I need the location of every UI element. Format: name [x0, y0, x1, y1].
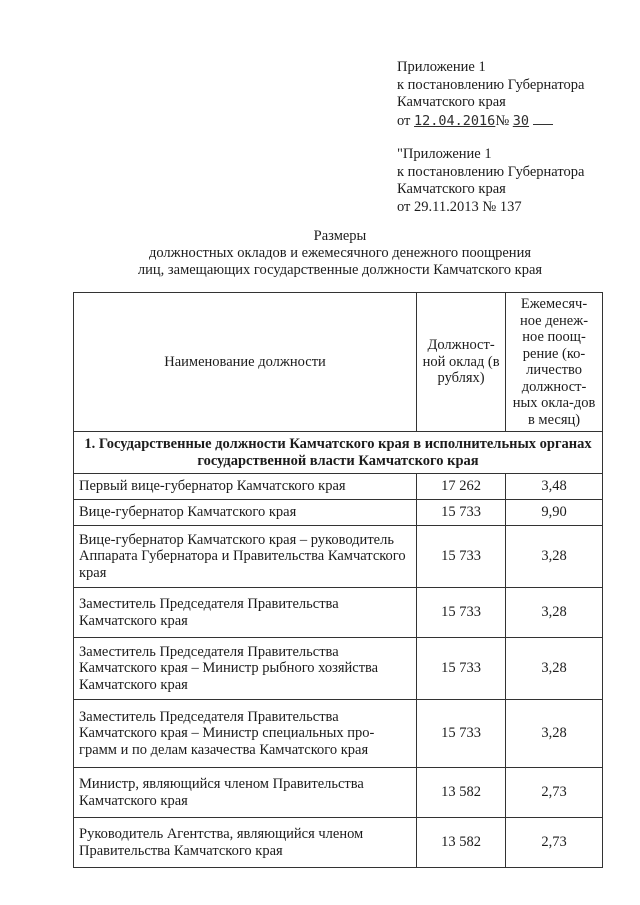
appendix-region-line: Камчатского края: [397, 94, 506, 110]
handwritten-date: 12.04.2016: [414, 112, 496, 129]
number-underline: [533, 112, 553, 125]
bonus-cell: 3,28: [506, 588, 603, 638]
position-cell: Заместитель Председателя Правительства Камчатского края: [74, 588, 417, 638]
bonus-cell: 3,48: [506, 474, 603, 500]
bonus-cell: 9,90: [506, 500, 603, 526]
appendix-quoted: [397, 146, 584, 216]
bonus-cell: 3,28: [506, 638, 603, 700]
appendix-title: Приложение 1: [397, 59, 486, 75]
bonus-cell: 2,73: [506, 818, 603, 868]
salary-cell: 13 582: [417, 768, 506, 818]
bonus-cell: 3,28: [506, 700, 603, 768]
position-cell: Заместитель Председателя Правительства Камчатского края – Министр рыбного хозяйства Камчатского края: [74, 638, 417, 700]
position-cell: Вице-губернатор Камчатского края – руководитель Аппарата Губернатора и Правительства Камчатского края: [74, 526, 417, 588]
number-sign: №: [495, 112, 510, 129]
salary-cell: 15 733: [417, 638, 506, 700]
salary-cell: 15 733: [417, 500, 506, 526]
bonus-cell: 2,73: [506, 768, 603, 818]
quoted-date-line: от 29.11.2013 № 137: [397, 198, 522, 215]
appendix-current: [397, 59, 584, 130]
table-header-row: [74, 293, 603, 432]
position-cell: Первый вице-губернатор Камчатского края: [74, 474, 417, 500]
heading-title: Размеры: [313, 228, 367, 244]
appendix-resolution-line: к постановлению Губернатора: [397, 76, 585, 93]
table-row: [74, 500, 603, 526]
table-row: [74, 700, 603, 768]
table-row: [74, 526, 603, 588]
table-row: [74, 474, 603, 500]
salary-cell: 15 733: [417, 526, 506, 588]
header-position: Наименование должности: [74, 293, 417, 432]
quoted-resolution-line: к постановлению Губернатора: [397, 163, 585, 180]
handwritten-number: 30: [512, 112, 530, 129]
bonus-cell: 3,28: [506, 526, 603, 588]
salary-cell: 15 733: [417, 700, 506, 768]
document-heading: [80, 228, 600, 279]
position-cell: Вице-губернатор Камчатского края: [74, 500, 417, 526]
appendix-date-line: [397, 112, 584, 131]
table-row: [74, 818, 603, 868]
position-cell: Руководитель Агентства, являющийся членом Правительства Камчатского края: [74, 818, 417, 868]
salary-cell: 13 582: [417, 818, 506, 868]
salary-cell: 17 262: [417, 474, 506, 500]
header-salary: Должност-ной оклад (в рублях): [417, 293, 506, 432]
table-section-row: [74, 432, 603, 474]
table-row: [74, 638, 603, 700]
heading-subtitle-2: лиц, замещающих государственные должности Камчатского края: [137, 262, 543, 278]
section-title: 1. Государственные должности Камчатского края в исполнительных органах государственной власти Камчатского края: [74, 432, 603, 474]
table-row: [74, 768, 603, 818]
quoted-appendix-title: "Приложение 1: [397, 146, 492, 162]
quoted-region-line: Камчатского края: [397, 181, 506, 197]
position-cell: Заместитель Председателя Правительства Камчатского края – Министр специальных про-грамм и по делам казачества Камчатского края: [74, 700, 417, 768]
position-cell: Министр, являющийся членом Правительства Камчатского края: [74, 768, 417, 818]
salary-cell: 15 733: [417, 588, 506, 638]
table-row: [74, 588, 603, 638]
salary-table: [73, 292, 603, 868]
header-bonus: Ежемесяч-ное денеж-ное поощ-рение (ко-личество должност-ных окла-дов в месяц): [506, 293, 603, 432]
heading-subtitle-1: должностных окладов и ежемесячного денежного поощрения: [149, 245, 531, 261]
date-prefix: от: [397, 112, 411, 129]
